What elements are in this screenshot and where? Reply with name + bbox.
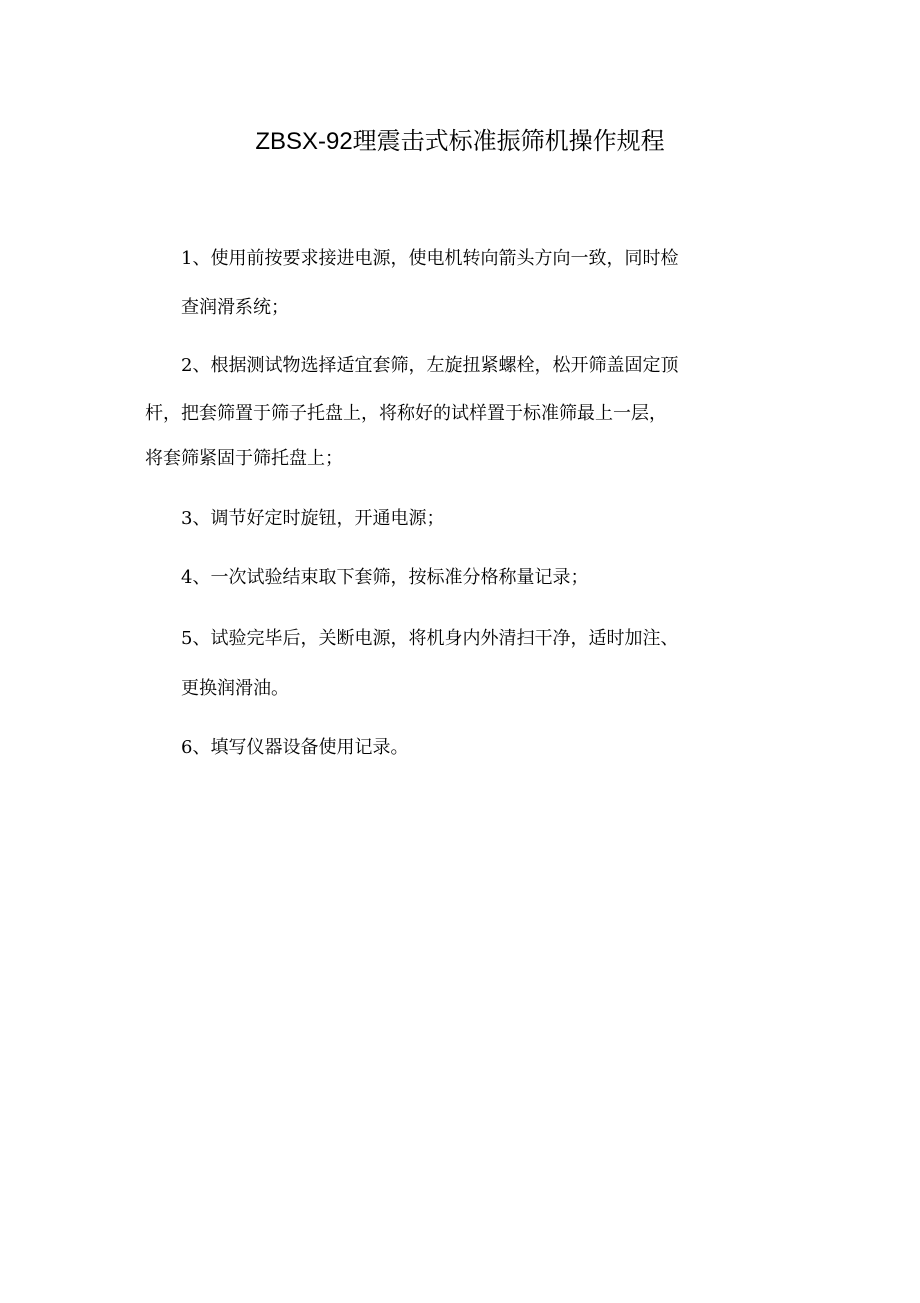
- item-1-line-1: 1、使用前按要求接进电源，使电机转向箭头方向一致，同时检: [181, 248, 679, 269]
- item-2-line-3: 将套筛紧固于筛托盘上；: [145, 448, 343, 469]
- item-6-line-1: 6、填写仪器设备使用记录。: [181, 737, 409, 758]
- item-2-line-1: 2、根据测试物选择适宜套筛，左旋扭紧螺栓，松开筛盖固定顶: [181, 355, 679, 376]
- item-5-line-1: 5、试验完毕后，关断电源，将机身内外清扫干净，适时加注、: [181, 628, 679, 649]
- item-4-line-1: 4、一次试验结束取下套筛，按标准分格称量记录；: [181, 567, 589, 588]
- document-title: ZBSX-92理震击式标准振筛机操作规程: [255, 128, 665, 155]
- item-5-line-2: 更换润滑油。: [181, 678, 289, 699]
- item-2-line-2: 杆，把套筛置于筛子托盘上，将称好的试样置于标准筛最上一层，: [145, 403, 667, 424]
- item-3-line-1: 3、调节好定时旋钮，开通电源；: [181, 508, 445, 529]
- item-1-line-2: 查润滑系统；: [181, 297, 289, 318]
